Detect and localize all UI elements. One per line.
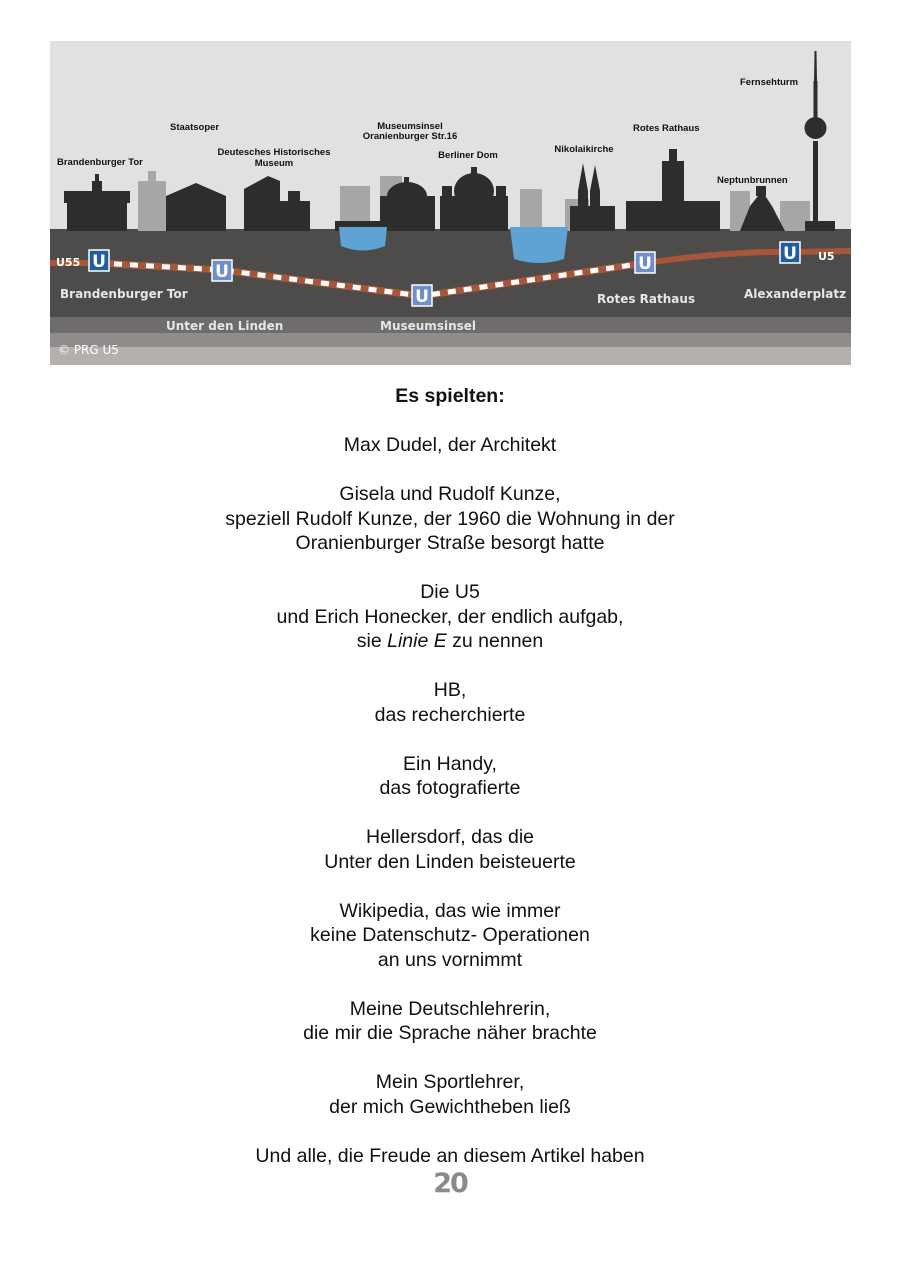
ground-band-bottom: [50, 347, 851, 365]
landmark-label-berliner-dom: Berliner Dom: [438, 150, 498, 161]
landmark-label-nikolaikirche: Nikolaikirche: [554, 144, 614, 155]
svg-text:U: U: [783, 244, 797, 264]
station-label-unter-den-linden: Unter den Linden: [166, 319, 284, 333]
station-label-rotes-rathaus: Rotes Rathaus: [597, 292, 696, 306]
u5-route-svg: [50, 41, 851, 365]
station-label-brandenburger-tor: Brandenburger Tor: [60, 287, 188, 301]
station-label-alexanderplatz: Alexanderplatz: [744, 287, 847, 301]
credits-section: [0, 384, 900, 1193]
credit-block-u5: [0, 580, 900, 654]
landmark-label-dhm-line2: Museum: [254, 158, 294, 169]
credit-block-hb: [0, 678, 900, 727]
credit-line: Oranienburger Straße besorgt hatte: [295, 532, 605, 554]
ground-band-lower: [50, 333, 851, 347]
credit-line: Die U5: [420, 581, 480, 603]
landmark-label-staatsoper: Staatsoper: [170, 122, 220, 133]
credit-line: das fotografierte: [379, 777, 521, 799]
landmark-label-brandenburger-tor: Brandenburger Tor: [57, 157, 143, 168]
credit-block-hellersdorf: [0, 825, 900, 874]
credit-line: der mich Gewichtheben ließ: [329, 1095, 571, 1118]
credit-block-wikipedia: [0, 899, 900, 973]
credit-block-teacher: [0, 997, 900, 1046]
credit-line: Unter den Linden beisteuerte: [324, 850, 576, 873]
landmark-label-museumsinsel: Museumsinsel: [377, 121, 443, 132]
landmark-label-rotes-rathaus: Rotes Rathaus: [633, 123, 700, 134]
credit-line: Gisela und Rudolf Kunze,: [339, 483, 561, 505]
u-symbol-museumsinsel: [412, 285, 432, 307]
credit-line: die mir die Sprache näher brachte: [303, 1022, 597, 1044]
credit-line: Ein Handy,: [403, 752, 497, 775]
credit-line: das recherchierte: [374, 703, 526, 726]
line-label-u55: U55: [56, 256, 81, 269]
copyright-label: © PRG U5: [58, 343, 119, 357]
u5-route-diagram: [50, 41, 851, 365]
svg-text:U: U: [638, 254, 652, 274]
svg-text:U: U: [92, 252, 106, 272]
credit-line: Meine Deutschlehrerin,: [349, 997, 551, 1020]
credit-line: HB,: [433, 679, 467, 701]
landmark-label-oranienburger: Oranienburger Str.16: [362, 131, 458, 142]
credit-line: speziell Rudolf Kunze, der 1960 die Wohnung in der: [225, 507, 675, 530]
svg-text:U: U: [215, 262, 229, 282]
credit-text-italic: Linie E: [387, 630, 447, 652]
u-symbol-alexanderplatz: [780, 242, 800, 264]
u-symbol-unter-den-linden: [212, 260, 232, 282]
u-symbol-brandenburger-tor: [89, 250, 109, 272]
landmark-label-fernsehturm: Fernsehturm: [740, 77, 799, 88]
credit-line: Hellersdorf, das die: [366, 826, 534, 848]
svg-text:U: U: [415, 287, 429, 307]
credits-heading: Es spielten:: [395, 385, 505, 407]
page-number: 20: [433, 1168, 467, 1199]
credit-block-handy: [0, 752, 900, 801]
line-label-u5: U5: [818, 250, 835, 263]
u-symbol-rotes-rathaus: [635, 252, 655, 274]
credit-line: an uns vornimmt: [377, 948, 523, 971]
credit-line: Und alle, die Freude an diesem Artikel haben: [255, 1144, 645, 1167]
credit-text: sie: [356, 630, 388, 652]
landmark-label-dhm-line1: Deutesches Historisches: [217, 147, 331, 158]
ground-band-upper: [50, 229, 851, 321]
station-label-museumsinsel: Museumsinsel: [380, 319, 477, 333]
credit-line: und Erich Honecker, der endlich aufgab,: [276, 605, 624, 628]
credit-line: keine Datenschutz- Operationen: [310, 924, 590, 946]
spree-water-left: [339, 227, 387, 251]
credit-block-all: [0, 1144, 900, 1169]
credit-line: Wikipedia, das wie immer: [339, 899, 561, 922]
credit-line-linie-e: [0, 629, 900, 654]
credit-block-sport: [0, 1070, 900, 1119]
credit-block-kunze: [0, 482, 900, 556]
credit-block-architect: [0, 433, 900, 458]
credit-text: zu nennen: [446, 630, 544, 652]
landmark-label-neptunbrunnen: Neptunbrunnen: [717, 175, 788, 186]
spree-water-right: [510, 227, 568, 263]
credit-line: Max Dudel, der Architekt: [343, 434, 557, 456]
credit-line: Mein Sportlehrer,: [375, 1071, 525, 1093]
